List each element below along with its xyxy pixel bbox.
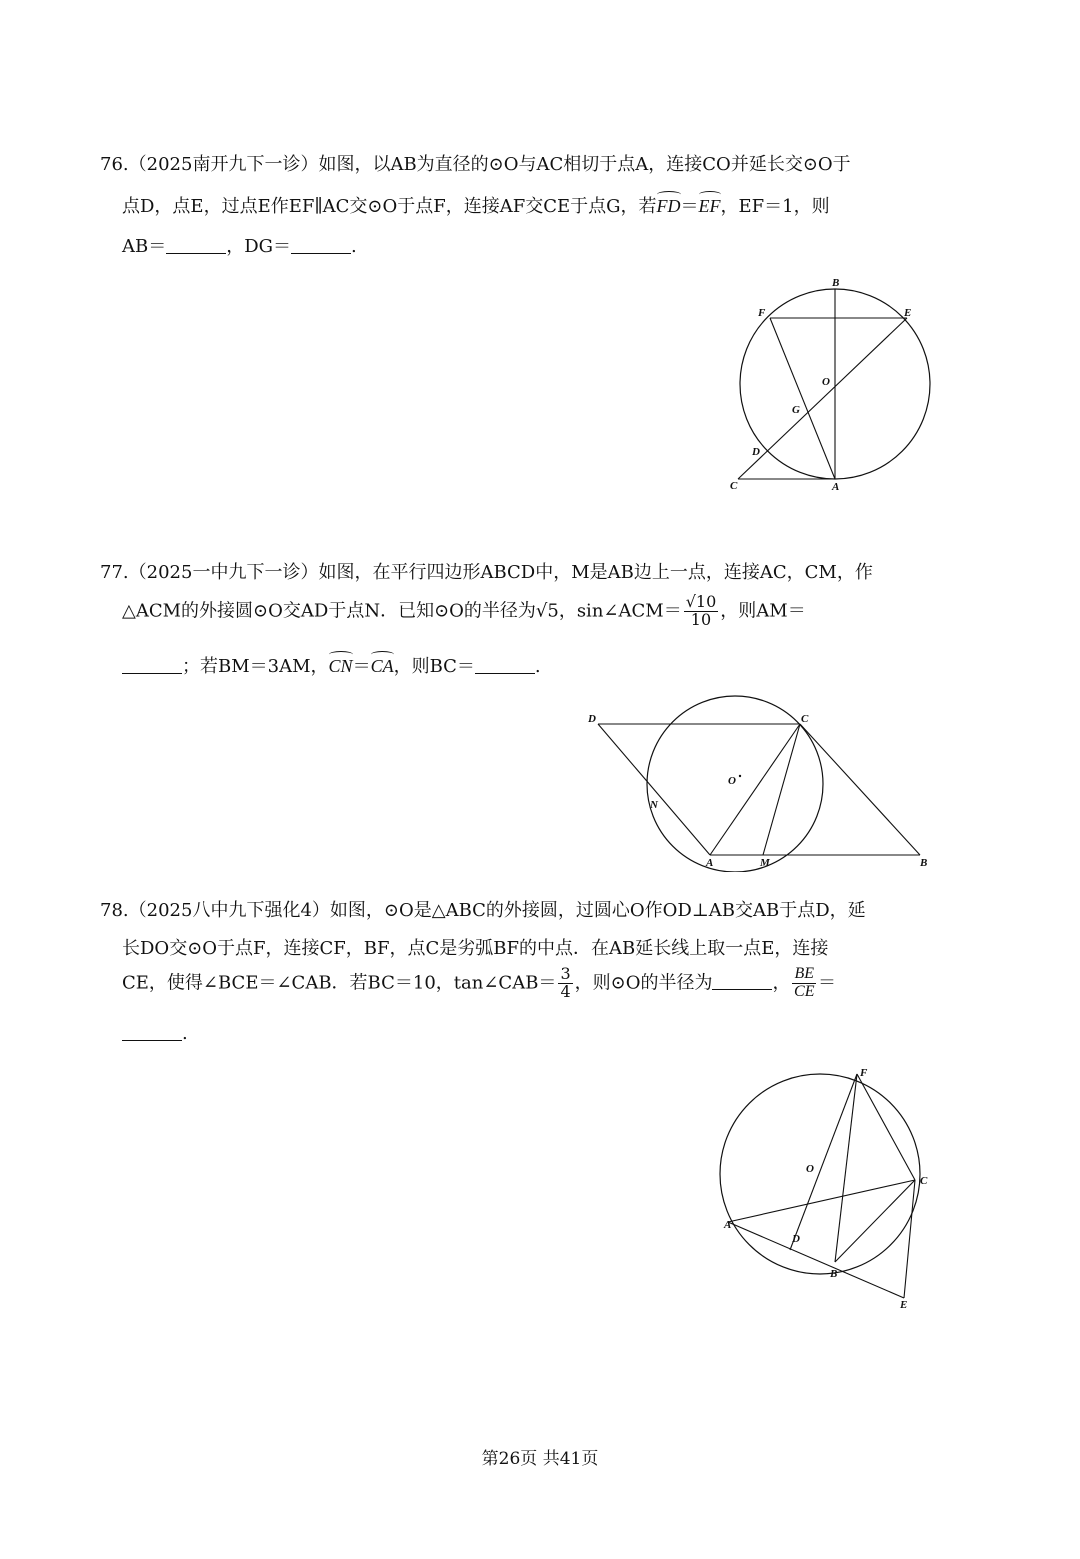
- fraction-denominator: 4: [560, 981, 571, 1001]
- answer-blank-ab[interactable]: [166, 235, 226, 254]
- problem-source: （2025八中九下强化4）: [128, 900, 330, 921]
- problem-77-line-3: [122, 652, 541, 678]
- fraction-be-over-ce: [792, 966, 816, 1001]
- label-f: F: [758, 307, 766, 319]
- label-c: C: [920, 1175, 928, 1187]
- problem-text: ，则AM＝: [720, 600, 806, 622]
- label-d: D: [792, 1233, 800, 1245]
- problem-number: 76: [100, 154, 123, 175]
- problem-78-line-3: [122, 966, 836, 1001]
- arc-ca: CA: [370, 656, 394, 676]
- problem-text: ，EF＝1，则: [720, 196, 830, 217]
- label-b: B: [830, 1268, 838, 1280]
- problem-text: ，则⊙O的半径为: [574, 972, 713, 994]
- label-c: C: [730, 480, 738, 492]
- fraction-3-over-4: [558, 966, 572, 1001]
- problem-text: 如图，在平行四边形ABCD中，M是AB边上一点，连接AC，CM，作: [318, 562, 873, 583]
- label-b: B: [920, 857, 928, 869]
- label-n: N: [650, 799, 658, 811]
- fraction-denominator: 10: [690, 609, 712, 629]
- fraction-denominator: CE: [794, 982, 815, 1000]
- label-e: E: [904, 307, 912, 319]
- arc-fd: FD: [656, 196, 681, 216]
- page-footer: 第26页 共41页: [481, 1449, 599, 1469]
- label-m: M: [760, 857, 770, 869]
- answer-label-ab: AB＝: [122, 236, 167, 257]
- problem-text: 长DO交⊙O于点F，连接CF，BF，点C是劣弧BF的中点．在AB延长线上取一点E，连接: [122, 938, 829, 959]
- problem-text: ；若BM＝3AM，: [182, 656, 329, 677]
- problem-source: （2025南开九下一诊）: [128, 154, 319, 175]
- label-d: D: [588, 713, 596, 725]
- label-f: F: [860, 1067, 868, 1079]
- period: .: [351, 236, 357, 257]
- problem-77-line-1: 77.（2025一中九下一诊）如图，在平行四边形ABCD中，M是AB边上一点，连接AC，CM，作: [100, 562, 873, 583]
- label-e: E: [900, 1299, 908, 1311]
- problem-text: 如图，以AB为直径的⊙O与AC相切于点A，连接CO并延长交⊙O于: [318, 154, 851, 175]
- problem-number: 78: [100, 900, 123, 921]
- period: .: [182, 1023, 188, 1044]
- equals-sign: ＝: [352, 656, 371, 677]
- label-b: B: [832, 277, 840, 289]
- figure-76: [720, 272, 950, 501]
- fraction-sqrt10-over-10: [684, 594, 719, 629]
- problem-text: ，则BC＝: [393, 656, 475, 677]
- problem-source: （2025一中九下一诊）: [128, 562, 319, 583]
- problem-text: 点D，点E，过点E作EF∥AC交⊙O于点F，连接AF交CE于点G，若: [122, 196, 657, 217]
- answer-blank-radius[interactable]: [712, 971, 772, 990]
- label-o: O: [822, 376, 830, 388]
- problem-78-line-2: [122, 934, 828, 960]
- label-g: G: [792, 404, 800, 416]
- answer-blank-am[interactable]: [122, 655, 182, 674]
- label-d: D: [752, 446, 760, 458]
- fraction-numerator: BE: [794, 965, 815, 982]
- figure-78: [710, 1062, 950, 1316]
- label-c: C: [801, 713, 809, 725]
- problem-text: 如图，⊙O是△ABC的外接圆，过圆心O作OD⊥AB交AB于点D，延: [329, 900, 866, 921]
- equals-sign: ＝: [818, 972, 837, 994]
- problem-number: 77: [100, 562, 123, 583]
- label-a: A: [706, 857, 714, 869]
- answer-blank-dg[interactable]: [291, 235, 351, 254]
- problem-76-line-2: [122, 192, 830, 218]
- label-a: A: [832, 481, 840, 493]
- answer-label-dg: ，DG＝: [226, 236, 292, 257]
- problem-76-line-3: [122, 232, 357, 258]
- problem-78-line-4: [122, 1022, 188, 1044]
- fraction-numerator: 3: [560, 964, 571, 983]
- problem-text: CE，使得∠BCE＝∠CAB．若BC＝10，tan∠CAB＝: [122, 972, 557, 994]
- figure-77: [580, 692, 940, 876]
- problem-77-line-2: [122, 594, 806, 629]
- problem-78-line-1: 78.（2025八中九下强化4）如图，⊙O是△ABC的外接圆，过圆心O作OD⊥AB交AB于点D，延: [100, 900, 866, 921]
- label-o: O: [806, 1163, 814, 1175]
- problem-text: △ACM的外接圆⊙O交AD于点N．已知⊙O的半径为√5，sin∠ACM＝: [122, 600, 682, 622]
- answer-blank-ratio[interactable]: [122, 1022, 182, 1041]
- problem-76-line-1: 76.（2025南开九下一诊）如图，以AB为直径的⊙O与AC相切于点A，连接CO并延长交⊙O于: [100, 154, 851, 175]
- equals-sign: ＝: [680, 196, 699, 217]
- comma: ，: [772, 972, 791, 994]
- arc-cn: CN: [328, 656, 353, 676]
- fraction-numerator: √10: [685, 592, 717, 611]
- arc-ef: EF: [698, 196, 721, 216]
- label-o: O: [728, 775, 736, 787]
- answer-blank-bc[interactable]: [475, 655, 535, 674]
- label-a: A: [724, 1219, 732, 1231]
- period: .: [534, 656, 541, 677]
